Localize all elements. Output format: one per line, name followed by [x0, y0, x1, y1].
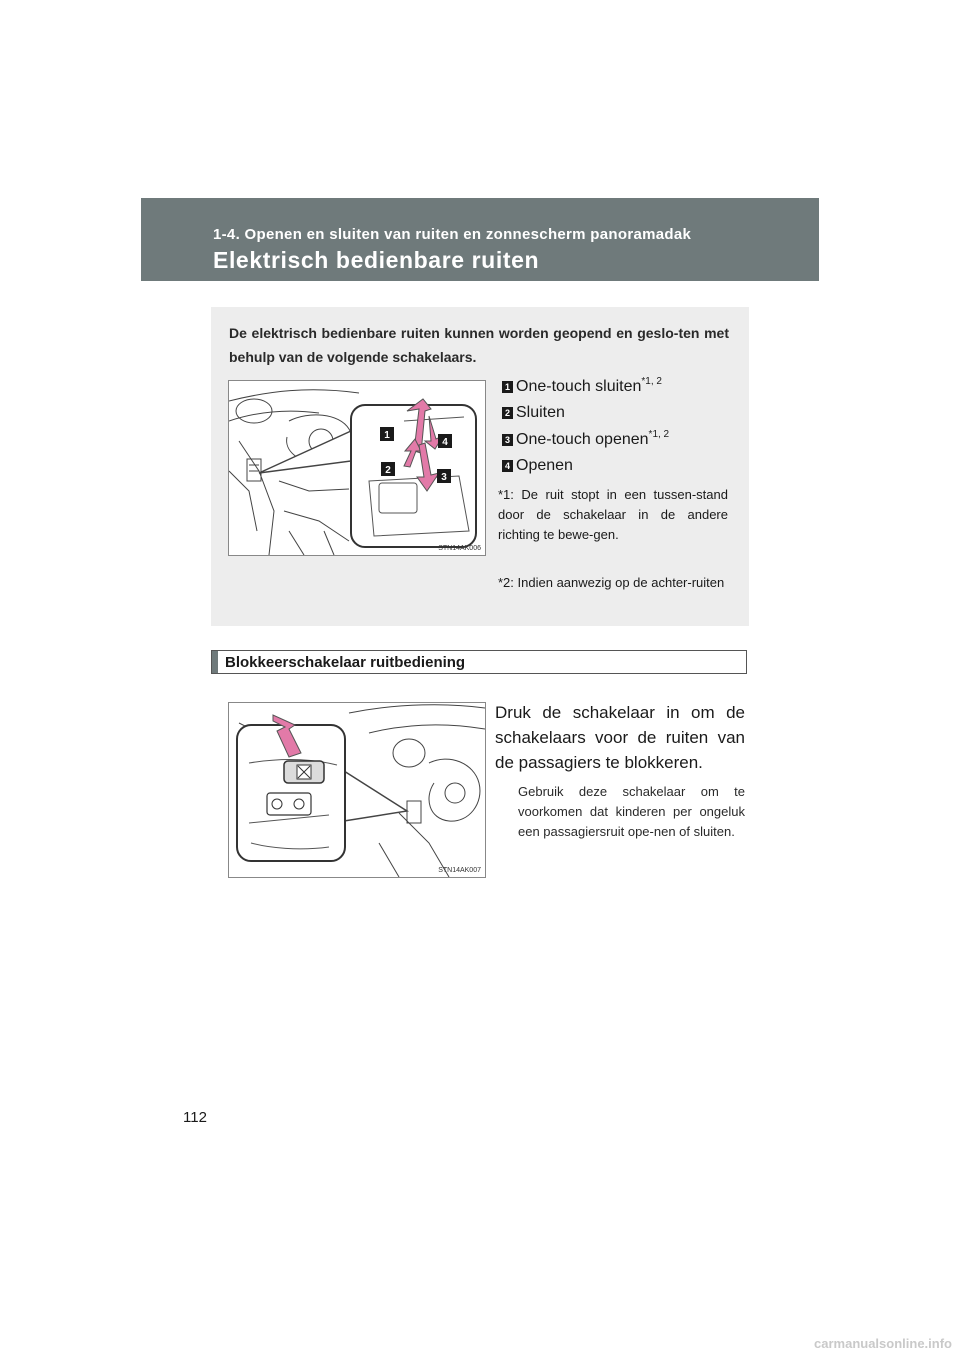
footnote-text: Indien aanwezig op de achter-ruiten: [517, 575, 725, 590]
section-heading-text: Blokkeerschakelaar ruitbediening: [225, 654, 466, 671]
lock-switch-drawing: [229, 703, 485, 877]
svg-text:2: 2: [385, 465, 391, 476]
watermark: carmanualsonline.info: [814, 1336, 952, 1351]
intro-text: De elektrisch bedienbare ruiten kunnen worden geopend en geslo-ten met behulp van de volgende schakelaars.: [229, 325, 729, 365]
list-item: [502, 377, 662, 397]
footnote-label: *2:: [498, 575, 514, 590]
item-label: Sluiten: [516, 404, 565, 421]
item-label: One-touch sluiten: [516, 378, 642, 395]
footnote: [498, 573, 728, 593]
item-footnote-ref: *1, 2: [648, 429, 670, 440]
lock-switch-illustration: [228, 702, 486, 878]
item-number-badge: 4: [502, 460, 513, 472]
section-heading: [211, 650, 747, 674]
item-number-badge: 3: [502, 434, 513, 446]
figure-code: STN14AK007: [438, 867, 481, 874]
chapter-header: [141, 198, 819, 281]
intro-box: [211, 307, 749, 626]
svg-text:4: 4: [442, 437, 448, 448]
svg-text:1: 1: [384, 430, 390, 441]
figure-code: STN14AK006: [438, 545, 481, 552]
item-number-badge: 1: [502, 381, 513, 393]
item-label: Openen: [516, 457, 573, 474]
heading-accent-bar: [212, 651, 218, 673]
window-switch-illustration: [228, 380, 486, 556]
page-title: Elektrisch bedienbare ruiten: [213, 247, 540, 273]
footnote-text: De ruit stopt in een tussen-stand door de schakelaar in de andere richting te bewe-gen.: [498, 487, 728, 542]
list-item: [502, 430, 669, 450]
section-label: 1-4. Openen en sluiten van ruiten en zonnescherm panoramadak: [213, 226, 692, 243]
item-footnote-ref: *1, 2: [641, 376, 662, 387]
list-item: [502, 403, 565, 423]
page-number: 112: [183, 1109, 207, 1126]
footnote: [498, 485, 728, 545]
item-label: One-touch openen: [516, 431, 649, 448]
svg-text:3: 3: [441, 472, 447, 483]
list-item: [502, 456, 573, 476]
lock-sub-text: Gebruik deze schakelaar om te voorkomen dat kinderen per ongeluk een passagiersruit ope-nen of sluiten.: [518, 784, 745, 839]
footnote-label: *1:: [498, 487, 514, 502]
item-number-badge: 2: [502, 407, 513, 419]
door-panel-drawing: [229, 381, 485, 555]
lock-main-text: Druk de schakelaar in om de schakelaars voor de ruiten van de passagiers te blokkeren.: [495, 703, 745, 772]
